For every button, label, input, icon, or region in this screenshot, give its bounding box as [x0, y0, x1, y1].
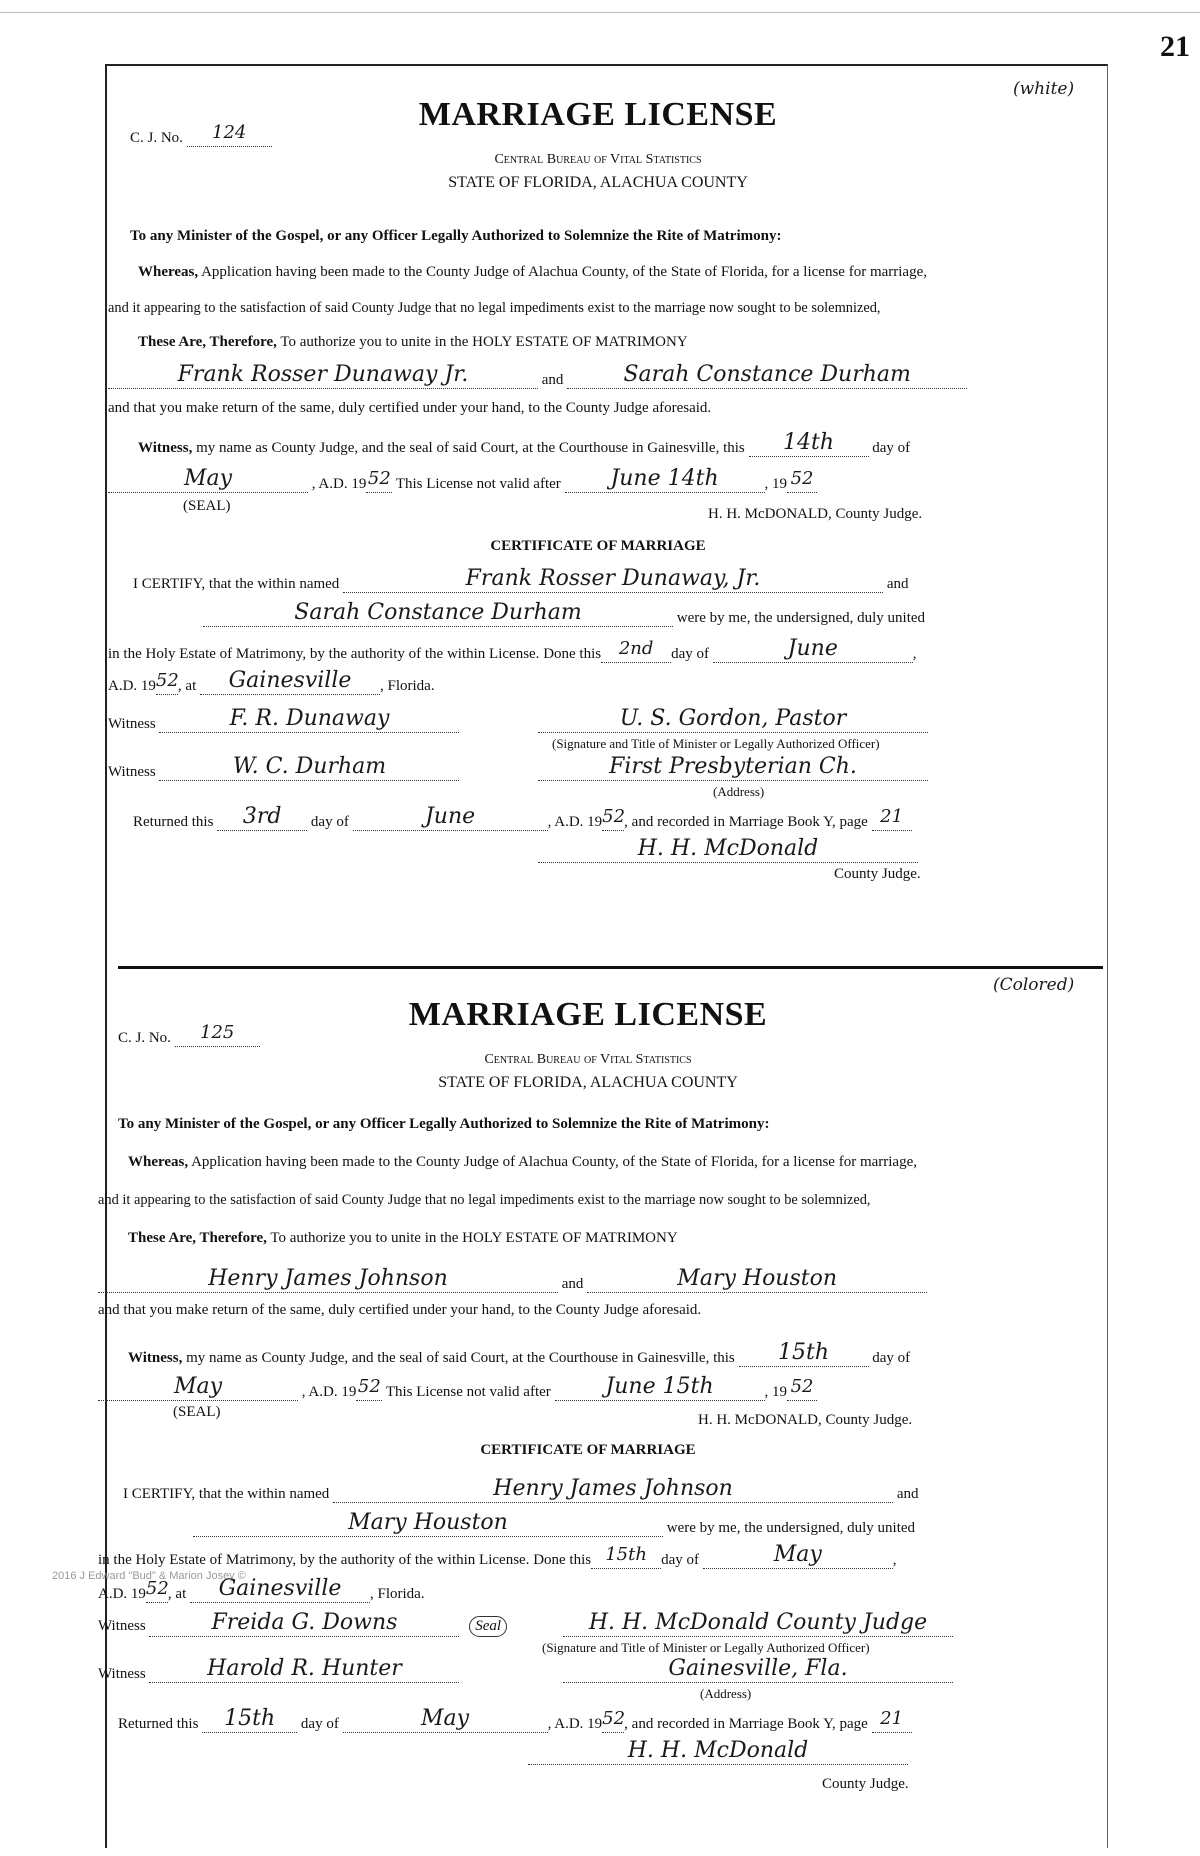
- cert-bride-line: Sarah Constance Durham were by me, the undersigned, duly united: [203, 600, 925, 627]
- witness1-line: Witness Freida G. Downs Seal: [98, 1610, 513, 1637]
- judge-line: H. H. McDONALD, County Judge.: [708, 506, 923, 522]
- date-line: May , A.D. 1952 This License not valid after June 15th , 19 52: [98, 1374, 817, 1401]
- judge-signature: H. H. McDonald: [528, 1738, 908, 1765]
- certify-line: I CERTIFY, that the within named Frank Rosser Dunaway, Jr. and: [133, 566, 909, 592]
- license-title: MARRIAGE LICENSE: [418, 96, 778, 133]
- and-label: and: [561, 1276, 584, 1292]
- witness1-signature: F. R. Dunaway: [159, 706, 459, 733]
- returned-year: 52: [602, 1706, 624, 1733]
- done-line: in the Holy Estate of Matrimony, by the authority of the within License. Done this 2nd day of June ,: [108, 636, 917, 662]
- return-line: and that you make return of the same, duly certified under your hand, to the County Judge aforesaid.: [108, 400, 712, 416]
- seal-stamp: Seal: [469, 1616, 507, 1637]
- seal-label: (SEAL): [173, 1404, 221, 1420]
- valid-until: June 14th: [565, 466, 765, 493]
- appearing-line: and it appearing to the satisfaction of said County Judge that no legal impediments exist to the marriage now sought to be solemnized,: [98, 1192, 871, 1208]
- license-title: MARRIAGE LICENSE: [408, 996, 768, 1033]
- returned-day: 15th: [202, 1706, 297, 1733]
- certificate-title: CERTIFICATE OF MARRIAGE: [490, 538, 706, 554]
- groom-name: Henry James Johnson: [98, 1266, 558, 1293]
- officiant-signature: H. H. McDonald County Judge: [563, 1610, 953, 1637]
- returned-day: 3rd: [217, 804, 307, 831]
- returned-year: 52: [602, 804, 624, 831]
- witness2-signature: W. C. Durham: [159, 754, 459, 781]
- seal-label: (SEAL): [183, 498, 231, 514]
- judge-signature: H. H. McDonald: [538, 836, 918, 863]
- done-day: 2nd: [601, 636, 671, 663]
- officiant-line: [538, 706, 928, 733]
- marriage-license-125: [98, 960, 1108, 1850]
- race-note: (white): [1013, 79, 1075, 99]
- cert-bride: Sarah Constance Durham: [203, 600, 673, 627]
- county-judge-label: County Judge.: [822, 1776, 909, 1792]
- marriage-place: Gainesville: [190, 1576, 370, 1603]
- cj-label: C. J. No.: [118, 1030, 171, 1046]
- record-page: 21: [872, 804, 912, 831]
- officiant-address: Gainesville, Fla.: [563, 1656, 953, 1683]
- officiant-address: First Presbyterian Ch.: [538, 754, 928, 781]
- officiant-address-line: [563, 1656, 953, 1683]
- license-day: 14th: [749, 430, 869, 457]
- witness1-line: Witness F. R. Dunaway: [108, 706, 459, 733]
- cert-groom: Henry James Johnson: [333, 1476, 893, 1503]
- return-line: and that you make return of the same, duly certified under your hand, to the County Judge aforesaid.: [98, 1302, 702, 1318]
- state-county: STATE OF FLORIDA, ALACHUA COUNTY: [438, 1074, 738, 1091]
- these-are-line: These Are, Therefore, To authorize you to unite in the HOLY ESTATE OF MATRIMONY: [128, 1230, 678, 1246]
- done-year: 52: [146, 1576, 168, 1603]
- date-line: May , A.D. 1952 This License not valid after June 14th , 19 52: [108, 466, 817, 493]
- valid-year: 52: [787, 1374, 817, 1401]
- returned-line: Returned this 15th day of May , A.D. 1952, and recorded in Marriage Book Y, page 21: [118, 1706, 912, 1733]
- page-top-rule: [0, 12, 1200, 13]
- signature-caption: (Signature and Title of Minister or Legally Authorized Officer): [542, 1640, 870, 1655]
- couple-line: [108, 362, 967, 389]
- page-number: 21: [1160, 30, 1190, 63]
- witness2-line: Witness W. C. Durham: [108, 754, 459, 781]
- marriage-license-124: [108, 66, 1108, 956]
- returned-month: June: [353, 804, 548, 831]
- bride-name: Mary Houston: [587, 1266, 927, 1293]
- address-line: To any Minister of the Gospel, or any Officer Legally Authorized to Solemnize the Rite of Matrimony:: [130, 228, 782, 244]
- cert-bride-line: Mary Houston were by me, the undersigned, duly united: [193, 1510, 915, 1537]
- whereas-line: Whereas, Application having been made to the County Judge of Alachua County, of the State of Florida, for a license for marriage,: [138, 264, 927, 280]
- county-judge-label: County Judge.: [834, 866, 921, 882]
- witness2-signature: Harold R. Hunter: [149, 1656, 459, 1683]
- cj-number: 125: [175, 1020, 260, 1047]
- witness-line: Witness, my name as County Judge, and the seal of said Court, at the Courthouse in Gainesville, this 14th day of: [138, 430, 911, 456]
- copyright-watermark: 2016 J Edward "Bud" & Marion Josey ©: [52, 1570, 246, 1582]
- license-year: 52: [356, 1374, 382, 1401]
- license-year: 52: [366, 466, 392, 493]
- and-label: and: [541, 372, 564, 388]
- record-page: 21: [872, 1706, 912, 1733]
- license-day: 15th: [739, 1340, 869, 1367]
- place-line: A.D. 1952, at Gainesville , Florida.: [98, 1576, 425, 1602]
- cj-label: C. J. No.: [130, 130, 183, 146]
- done-year: 52: [156, 668, 178, 695]
- done-month: June: [713, 636, 913, 663]
- judge-line: H. H. McDONALD, County Judge.: [698, 1412, 913, 1428]
- address-line: To any Minister of the Gospel, or any Officer Legally Authorized to Solemnize the Rite of Matrimony:: [118, 1116, 770, 1132]
- race-note: (Colored): [993, 975, 1075, 995]
- certify-line: I CERTIFY, that the within named Henry James Johnson and: [123, 1476, 919, 1502]
- judge-signature-line: [538, 836, 918, 863]
- place-line: A.D. 1952, at Gainesville , Florida.: [108, 668, 435, 694]
- bureau-name: Central Bureau of Vital Statistics: [494, 152, 702, 167]
- bride-name: Sarah Constance Durham: [567, 362, 967, 389]
- valid-until: June 15th: [555, 1374, 765, 1401]
- bureau-name: Central Bureau of Vital Statistics: [484, 1052, 692, 1067]
- done-line: in the Holy Estate of Matrimony, by the authority of the within License. Done this 15th day of May ,: [98, 1542, 897, 1568]
- officiant-address-line: [538, 754, 928, 781]
- done-month: May: [703, 1542, 893, 1569]
- valid-year: 52: [787, 466, 817, 493]
- groom-name: Frank Rosser Dunaway Jr.: [108, 362, 538, 389]
- certificate-title: CERTIFICATE OF MARRIAGE: [480, 1442, 696, 1458]
- marriage-place: Gainesville: [200, 668, 380, 695]
- officiant-signature: U. S. Gordon, Pastor: [538, 706, 928, 733]
- address-caption: (Address): [713, 784, 765, 799]
- appearing-line: and it appearing to the satisfaction of said County Judge that no legal impediments exist to the marriage now sought to be solemnized,: [108, 300, 881, 316]
- license-month: May: [108, 466, 308, 493]
- witness-line: Witness, my name as County Judge, and the seal of said Court, at the Courthouse in Gainesville, this 15th day of: [128, 1340, 911, 1366]
- state-county: STATE OF FLORIDA, ALACHUA COUNTY: [448, 174, 748, 191]
- witness2-line: Witness Harold R. Hunter: [98, 1656, 459, 1683]
- address-caption: (Address): [700, 1686, 752, 1701]
- officiant-line: [563, 1610, 953, 1637]
- these-are-line: These Are, Therefore, To authorize you to unite in the HOLY ESTATE OF MATRIMONY: [138, 334, 688, 350]
- witness1-signature: Freida G. Downs: [149, 1610, 459, 1637]
- done-day: 15th: [591, 1542, 661, 1569]
- couple-line: [98, 1266, 927, 1293]
- cj-number: 124: [187, 120, 272, 147]
- cert-groom: Frank Rosser Dunaway, Jr.: [343, 566, 883, 593]
- whereas-line: Whereas, Application having been made to the County Judge of Alachua County, of the State of Florida, for a license for marriage,: [128, 1154, 917, 1170]
- returned-month: May: [343, 1706, 548, 1733]
- judge-signature-line: [528, 1738, 908, 1765]
- signature-caption: (Signature and Title of Minister or Legally Authorized Officer): [552, 736, 880, 751]
- cert-bride: Mary Houston: [193, 1510, 663, 1537]
- license-month: May: [98, 1374, 298, 1401]
- returned-line: Returned this 3rd day of June , A.D. 1952, and recorded in Marriage Book Y, page 21: [133, 804, 912, 831]
